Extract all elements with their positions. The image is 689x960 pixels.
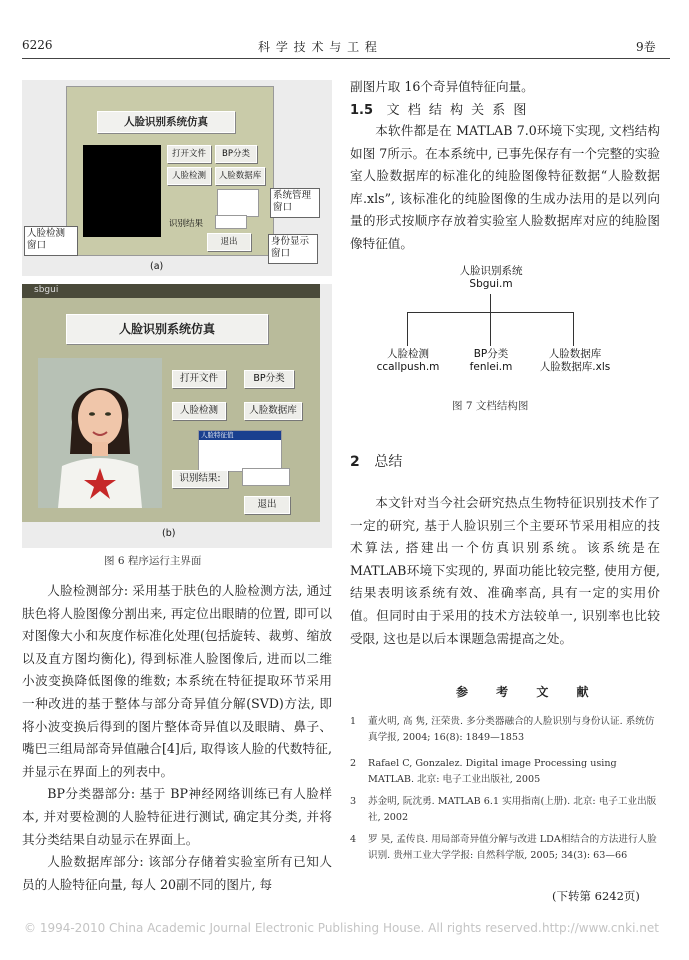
paragraph-face-db: 人脸数据库部分: 该部分存储着实验室所有已知人员的人脸特征向量, 每人 20副不同的图片, 每 — [22, 854, 332, 892]
tree-line-root — [490, 294, 491, 312]
panel-b-db-button[interactable]: 人脸数据库 — [244, 402, 302, 420]
tree-child-db-file: 人脸数据库.xls — [539, 361, 611, 373]
right-top-line: 副图片取 16个奇异值特征向量。 — [350, 79, 534, 94]
reference-4-text: 罗 昊, 孟传良. 用局部奇异值分解与改进 LDA相结合的方法进行人脸识别. 贵州工业大学学报: 自然科学版, 2005; 34(3): 63—66 — [368, 834, 657, 861]
panel-b-tag: (b) — [162, 528, 176, 539]
reference-4-number: 4 — [350, 834, 357, 845]
reference-2-number: 2 — [350, 758, 357, 769]
tree-line-mid — [490, 312, 491, 346]
reference-1-text: 董火明, 高 隽, 汪荣贵. 多分类器融合的人脸识别与身份认证. 系统仿真学报, 2004; 16(8): 1849—1853 — [368, 716, 655, 743]
panel-b-titlebar — [22, 284, 320, 298]
header-rule — [22, 58, 670, 59]
volume: 9卷 — [636, 40, 656, 54]
reference-3 — [350, 794, 660, 826]
panel-b-window — [22, 284, 320, 522]
section-1-5-number: 1.5 — [350, 103, 374, 118]
callout-detect-window: 人脸检测 窗口 — [24, 226, 78, 256]
tree-child-db — [530, 348, 620, 374]
panel-a-result-label: 识别结果 — [169, 219, 204, 229]
paragraph-conclusion: 本文针对当今社会研究热点生物特征识别技术作了一定的研究, 基于人脸识别三个主要环节采用相应的技术算法, 搭建出一个仿真识别系统。该系统是在 MATLAB环境下实现的, 界面功能比较完整, 使用方便, 结果表明该系统有效、准确率高, 具有一定的实用价值。但同时由于采用的技术方法较单一, 识别率也比较受限, 这也是以后本课题急需提高之处。 — [350, 495, 660, 646]
section-1-5-heading — [350, 99, 528, 118]
journal-name: 科 学 技 术 与 工 程 — [258, 40, 378, 54]
tree-child-db-name: 人脸数据库 — [548, 348, 602, 360]
reference-3-number: 3 — [350, 796, 357, 807]
paragraph-bp-classifier: BP分类器部分: 基于 BP神经网络训练已有人脸样本, 并对要检测的人脸特征进行测试, 确定其分类, 并将其分类结果自动显示在界面上。 — [22, 786, 332, 847]
page-number: 6226 — [22, 38, 53, 52]
panel-a-detect-button[interactable]: 人脸检测 — [167, 167, 211, 185]
panel-b-list-item[interactable]: 人脸特征值 — [199, 431, 281, 440]
panel-a-bp-button[interactable]: BP分类 — [215, 145, 257, 163]
tree-child-bp-name: BP分类 — [473, 348, 509, 360]
tree-root-name: 人脸识别系统 — [459, 265, 523, 277]
panel-b-face-photo — [38, 358, 162, 508]
reference-3-text: 苏金明, 阮沈勇. MATLAB 6.1 实用指南(上册). 北京: 电子工业出版社, 2002 — [368, 796, 657, 823]
conclusion-wrap — [350, 492, 660, 650]
tree-root-file: Sbgui.m — [469, 278, 513, 290]
references-title: 参 考 文 献 — [456, 685, 601, 699]
footer-copyright: © 1994-2010 China Academic Journal Electronic Publishing House. All rights reserved. — [24, 921, 542, 935]
panel-a-feature-list[interactable] — [217, 189, 259, 217]
panel-a-title: 人脸识别系统仿真 — [97, 111, 235, 133]
figure6-panel-b — [22, 284, 332, 548]
panel-b-bp-button[interactable]: BP分类 — [244, 370, 294, 388]
panel-a-result-field — [215, 215, 247, 229]
panel-a-window — [66, 86, 274, 256]
panel-a-open-button[interactable]: 打开文件 — [167, 145, 211, 163]
section-2-title: 总结 — [374, 454, 403, 470]
panel-a-tag: (a) — [150, 261, 164, 272]
panel-b-result-field — [242, 468, 290, 486]
paragraph-face-detect: 人脸检测部分: 采用基于肤色的人脸检测方法, 通过肤色将人脸图像分割出来, 再定位出眼睛的位置, 即可以对图像大小和灰度作标准化处理(包括旋转、裁剪、缩放以及直方图均衡化), 得到标准人脸图像后, 进而以二维小波变换降低图像的维数; 本系统在特征提取环节采用一种改进的基于整体与部分奇异值分解(SVD)方法, 即将小波变换后得到的图片整体奇异值以及眼睛、鼻子、嘴巴三组局部奇异值融合[4]后, 取得该人脸的代数特征, 并显示在界面上的列表中。 — [22, 583, 332, 779]
panel-a-db-button[interactable]: 人脸数据库 — [215, 167, 265, 185]
reference-1-number: 1 — [350, 716, 357, 727]
section-2-number: 2 — [350, 454, 360, 470]
reference-2-text: Rafael C, Gonzalez. Digital image Processing using MATLAB. 北京: 电子工业出版社, 2005 — [368, 758, 617, 785]
callout-system-window: 系统管理 窗口 — [270, 188, 320, 218]
figure6-caption: 图 6 程序运行主界面 — [104, 555, 202, 567]
panel-b-window-title: sbgui — [34, 285, 59, 295]
panel-b-exit-button[interactable]: 退出 — [244, 496, 290, 514]
panel-b-feature-list[interactable] — [198, 430, 282, 472]
tree-child-detect — [370, 348, 446, 374]
tree-line-right — [573, 312, 574, 346]
reference-1 — [350, 714, 660, 746]
panel-b-title: 人脸识别系统仿真 — [66, 314, 268, 344]
section-1-5-title: 文 档 结 构 关 系 图 — [386, 103, 529, 118]
paragraph-doc-structure: 本软件都是在 MATLAB 7.0环境下实现, 文档结构如图 7所示。在本系统中, 已事先保存有一个完整的实验室人脸数据库的标准化的纯脸图像特征数据“人脸数据库.xls”, 该标准化的纯脸图像的生成办法用的是以列向量的形式按顺序存放着实验室人脸数据库对应的纯脸图像特征值。 — [350, 123, 660, 251]
section-2-heading — [350, 451, 402, 471]
panel-b-result-label: 识别结果: — [172, 470, 228, 488]
reference-4 — [350, 832, 660, 864]
continued-note: (下转第 6242页) — [552, 889, 640, 903]
tree-child-bp — [456, 348, 526, 374]
panel-a-detect-area — [83, 145, 161, 237]
panel-b-open-button[interactable]: 打开文件 — [172, 370, 226, 388]
tree-root — [446, 265, 536, 291]
left-body — [22, 580, 332, 896]
tree-line-left — [407, 312, 408, 346]
right-paragraph-wrap — [350, 120, 660, 256]
footer-url[interactable]: http://www.cnki.net — [542, 921, 659, 935]
panel-a-exit-button[interactable]: 退出 — [207, 233, 251, 251]
figure6-panel-a — [22, 80, 332, 276]
tree-child-bp-file: fenlei.m — [469, 361, 513, 373]
reference-2 — [350, 756, 660, 788]
figure7-caption: 图 7 文档结构图 — [452, 400, 529, 412]
panel-b-detect-button[interactable]: 人脸检测 — [172, 402, 226, 420]
callout-identity-window: 身份显示 窗口 — [268, 234, 318, 264]
tree-child-detect-file: ccallpush.m — [376, 361, 440, 373]
tree-child-detect-name: 人脸检测 — [387, 348, 429, 360]
